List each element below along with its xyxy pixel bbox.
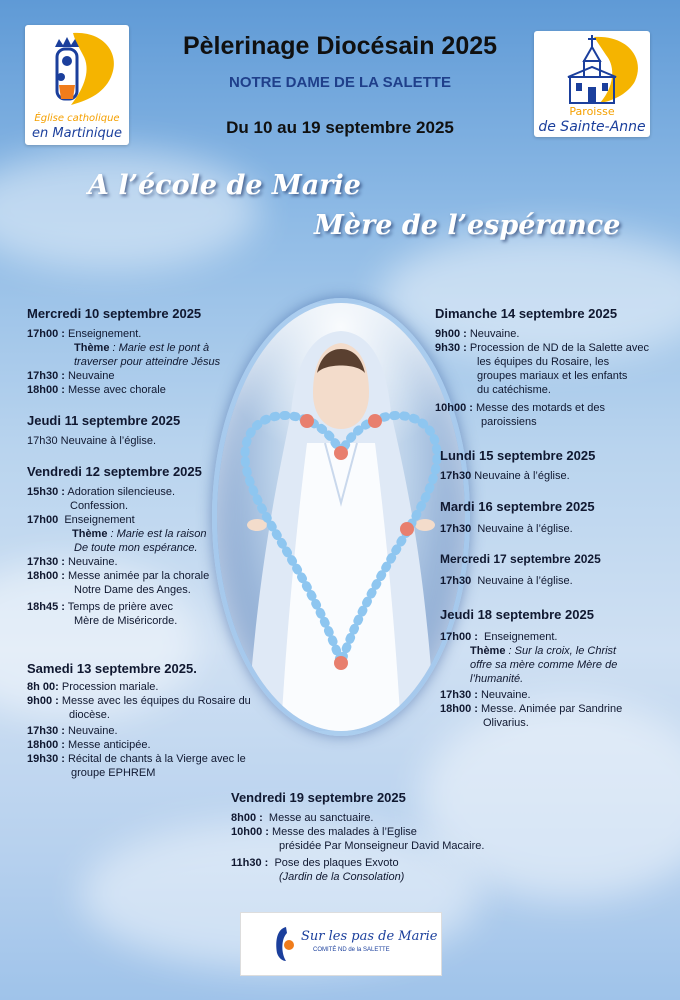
time: 17h30 : <box>27 556 65 568</box>
event-text-cont: présidée Par Monseigneur David Macaire. <box>279 840 485 852</box>
time: 8h00 : <box>231 812 263 824</box>
time: 17h00 : <box>440 631 478 643</box>
schedule-thu18 <box>440 607 622 730</box>
virgin-rosary-illustration <box>217 303 465 731</box>
theme-text-cont: l’humanité. <box>470 673 524 685</box>
schedule-sun14 <box>435 306 649 429</box>
logo-left-line2: en Martinique <box>32 126 122 141</box>
schedule-thu11 <box>27 413 180 448</box>
madonna-silhouette-icon <box>271 923 301 963</box>
event-text: Messe des malades à l’Eglise <box>271 826 417 838</box>
event-text: Messe des motards et des <box>475 402 605 414</box>
event-text: Messe animée par la chorale <box>67 570 210 582</box>
event-text: Neuvaine. <box>480 689 531 701</box>
schedule-fri19 <box>231 790 484 884</box>
theme-label: Thème <box>72 528 108 540</box>
schedule-sat13 <box>27 661 251 780</box>
time: 17h30 : <box>27 370 65 382</box>
event-text: Messe avec chorale <box>67 384 166 396</box>
footer-logo-subtitle: COMITÉ ND de la SALETTE <box>313 947 390 953</box>
time: 17h00 <box>27 514 59 526</box>
day-heading: Vendredi 12 septembre 2025 <box>27 464 202 479</box>
time: 11h30 : <box>231 857 269 869</box>
time: 18h00 : <box>27 739 65 751</box>
time: 17h30 <box>440 470 472 482</box>
day-heading: Jeudi 18 septembre 2025 <box>440 607 594 622</box>
event-text-cont: Olivarius. <box>483 717 529 729</box>
schedule-mon15 <box>440 448 595 483</box>
event-text: Adoration silencieuse. <box>67 486 175 498</box>
theme-label: Thème <box>470 645 506 657</box>
page-subtitle: NOTRE DAME DE LA SALETTE <box>229 74 451 91</box>
event-text: Messe anticipée. <box>67 739 151 751</box>
logo-right-line2: de Sainte-Anne <box>538 119 646 135</box>
time: 17h30 : <box>440 689 478 701</box>
day-heading: Vendredi 19 septembre 2025 <box>231 790 406 805</box>
time: 17h30 <box>440 575 472 587</box>
event-text-cont: les équipes du Rosaire, les <box>477 356 610 368</box>
time: 17h00 : <box>27 328 65 340</box>
schedule-wed17 <box>440 552 601 588</box>
day-heading: Mardi 16 septembre 2025 <box>440 499 595 514</box>
event-text-cont: (Jardin de la Consolation) <box>279 871 405 883</box>
time: 18h45 : <box>27 601 65 613</box>
event-text: Pose des plaques Exvoto <box>274 857 399 869</box>
time: 19h30 : <box>27 753 65 765</box>
theme-text-cont: offre sa mère comme Mère de <box>470 659 618 671</box>
theme-text: : Marie est le pont à <box>112 342 210 354</box>
event-text: Enseignement <box>64 514 135 526</box>
day-heading: Samedi 13 septembre 2025. <box>27 661 197 676</box>
theme-text-cont: traverser pour atteindre Jésus <box>74 356 221 368</box>
day-heading: Jeudi 11 septembre 2025 <box>27 413 181 428</box>
event-text: Messe. Animée par Sandrine <box>480 703 623 715</box>
event-text-cont: Notre Dame des Anges. <box>74 584 191 596</box>
event-text: Messe au sanctuaire. <box>268 812 374 824</box>
event-text: Enseignement. <box>67 328 142 340</box>
event-text-cont: paroissiens <box>481 416 537 428</box>
event-text: Temps de prière avec <box>67 601 173 613</box>
time: 17h30 <box>440 523 472 535</box>
event-text: Neuvaine. <box>67 556 118 568</box>
event-text: Neuvaine à l’église. <box>477 575 573 587</box>
event-text: Neuvaine à l’église. <box>474 470 570 482</box>
theme-text: : Sur la croix, le Christ <box>508 645 617 657</box>
page-title: Pèlerinage Diocésain 2025 <box>182 32 498 60</box>
event-text: Neuvaine à l’église. <box>477 523 573 535</box>
event-text: Neuvaine. <box>469 328 520 340</box>
time: 15h30 : <box>27 486 65 498</box>
event-text: Enseignement. <box>484 631 558 643</box>
event-dates: Du 10 au 19 septembre 2025 <box>226 118 454 137</box>
time: 10h00 : <box>231 826 269 838</box>
time: 18h00 : <box>27 384 65 396</box>
logo-sur-les-pas-de-marie <box>240 912 442 976</box>
event-text: Procession de ND de la Salette avec <box>469 342 650 354</box>
theme-text: : Marie est la raison <box>110 528 207 540</box>
logo-right-line1: Paroisse <box>569 105 615 118</box>
event-text-cont: diocèse. <box>69 709 110 721</box>
time: 9h00 : <box>435 328 467 340</box>
event-text-cont: Confession. <box>70 500 129 512</box>
event-text-cont: du catéchisme. <box>477 384 551 396</box>
theme-text-cont: De toute mon espérance. <box>74 542 198 554</box>
event-text: Neuvaine <box>67 370 115 382</box>
cloud <box>0 150 260 270</box>
time: 8h 00: <box>27 681 59 693</box>
day-heading: Mercredi 17 septembre 2025 <box>440 552 601 566</box>
time: 18h00 : <box>27 570 65 582</box>
event-text: Procession mariale. <box>61 681 159 693</box>
event-text-cont: groupe EPHREM <box>71 767 156 779</box>
day-heading: Mercredi 10 septembre 2025 <box>27 306 202 321</box>
schedule-wed10 <box>27 306 220 397</box>
theme-label: Thème <box>74 342 110 354</box>
event-text-cont: Mère de Miséricorde. <box>74 615 178 627</box>
time: 9h00 : <box>27 695 59 707</box>
time: 17h30 : <box>27 725 65 737</box>
event-text: Récital de chants à la Vierge avec le <box>67 753 246 765</box>
time: 10h00 : <box>435 402 473 414</box>
logo-left-line1: Église catholique <box>34 113 120 124</box>
footer-logo-title: Sur les pas de Marie <box>301 929 438 944</box>
event-text: 17h30 Neuvaine à l’église. <box>27 435 157 447</box>
event-text: Messe avec les équipes du Rosaire du <box>61 695 251 707</box>
event-text: Neuvaine. <box>67 725 118 737</box>
day-heading: Dimanche 14 septembre 2025 <box>435 306 618 321</box>
day-heading: Lundi 15 septembre 2025 <box>440 448 596 463</box>
tagline-line1: A l’école de Marie <box>88 170 361 201</box>
schedule-fri12 <box>27 464 209 628</box>
time: 18h00 : <box>440 703 478 715</box>
time: 9h30 : <box>435 342 467 354</box>
event-text-cont: groupes mariaux et les enfants <box>477 370 628 382</box>
tagline-line2: Mère de l’espérance <box>314 210 621 241</box>
schedule-tue16 <box>440 499 595 536</box>
